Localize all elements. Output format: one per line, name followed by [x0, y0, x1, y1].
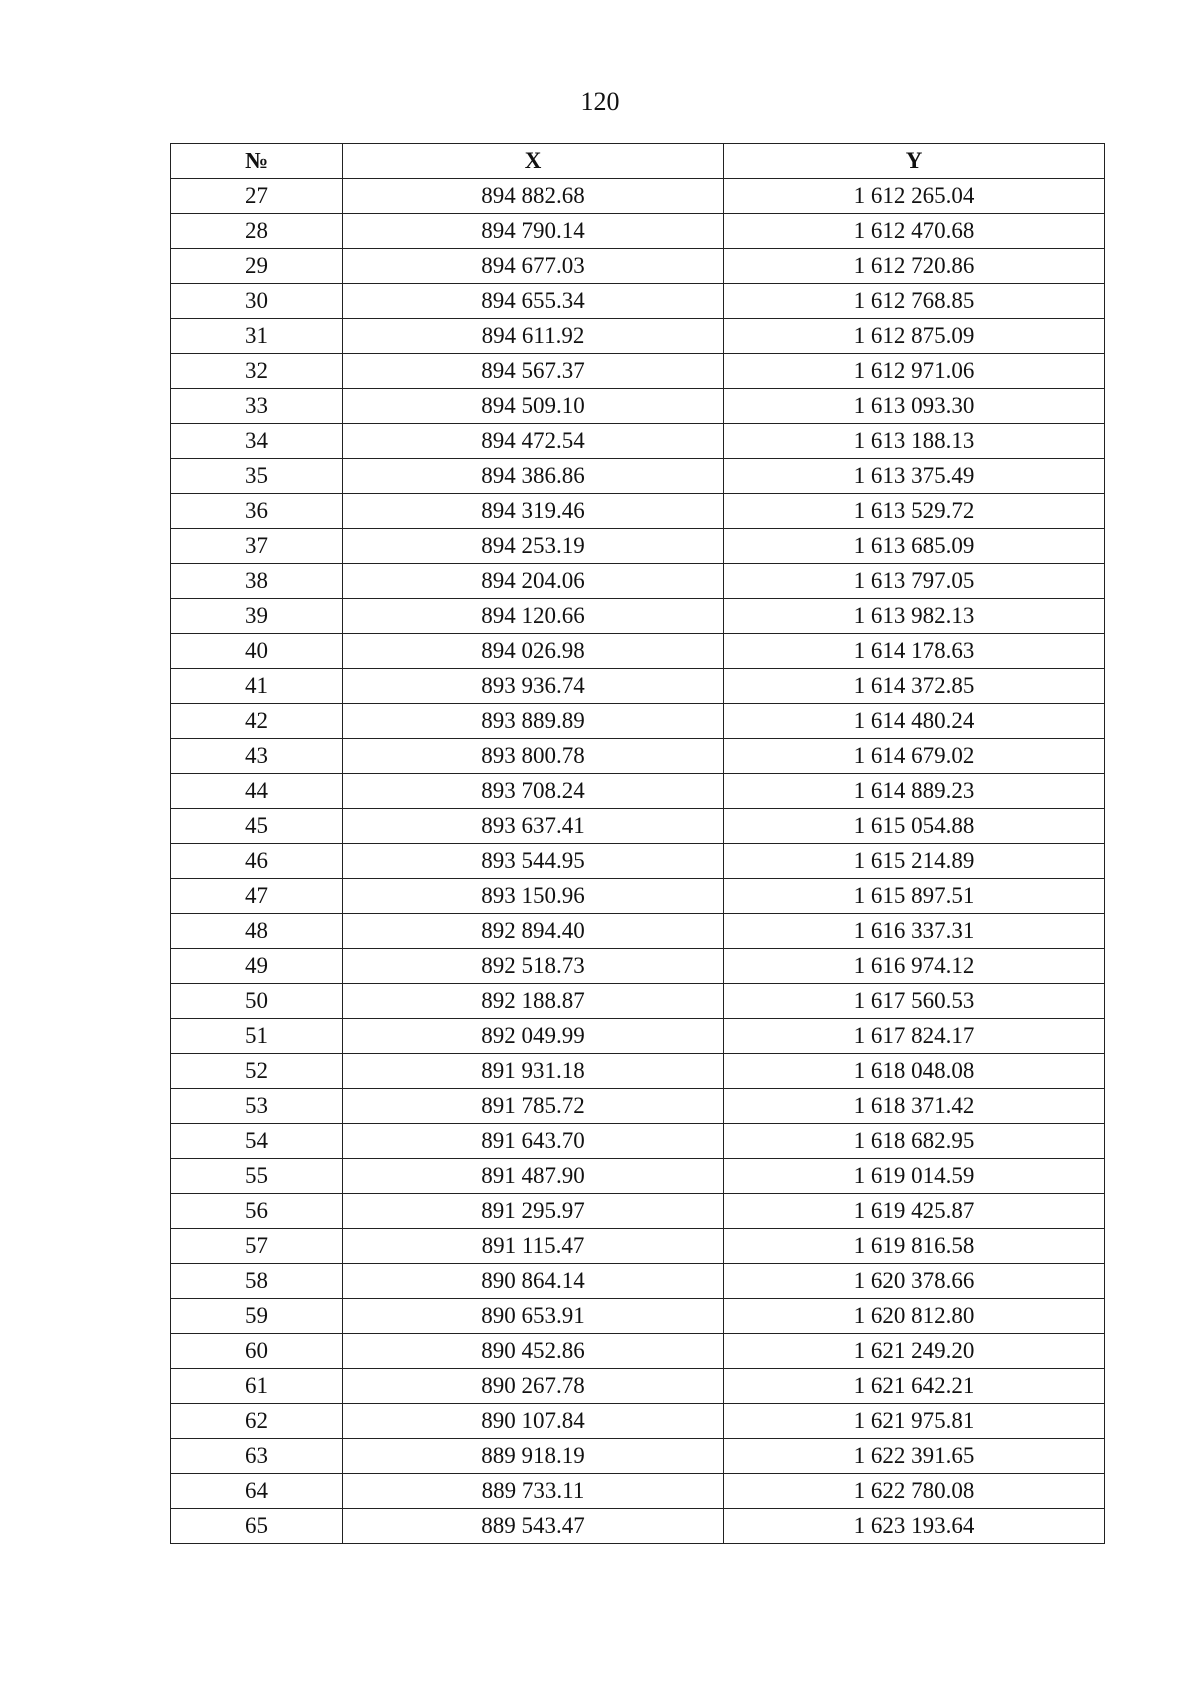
- cell-y: 1 615 897.51: [724, 879, 1105, 914]
- cell-number: 41: [171, 669, 343, 704]
- cell-number: 60: [171, 1334, 343, 1369]
- cell-y: 1 615 054.88: [724, 809, 1105, 844]
- cell-y: 1 612 971.06: [724, 354, 1105, 389]
- cell-x: 892 518.73: [343, 949, 724, 984]
- cell-number: 34: [171, 424, 343, 459]
- cell-number: 38: [171, 564, 343, 599]
- cell-y: 1 612 265.04: [724, 179, 1105, 214]
- table-row: [171, 1404, 1105, 1439]
- cell-x: 894 790.14: [343, 214, 724, 249]
- cell-number: 33: [171, 389, 343, 424]
- cell-number: 36: [171, 494, 343, 529]
- table-row: [171, 774, 1105, 809]
- cell-x: 894 882.68: [343, 179, 724, 214]
- cell-x: 892 188.87: [343, 984, 724, 1019]
- table-row: [171, 1509, 1105, 1544]
- cell-number: 65: [171, 1509, 343, 1544]
- table-row: [171, 564, 1105, 599]
- cell-number: 47: [171, 879, 343, 914]
- cell-number: 27: [171, 179, 343, 214]
- cell-y: 1 622 780.08: [724, 1474, 1105, 1509]
- cell-x: 894 677.03: [343, 249, 724, 284]
- cell-number: 50: [171, 984, 343, 1019]
- table-body: [171, 179, 1105, 1544]
- cell-number: 29: [171, 249, 343, 284]
- cell-y: 1 619 014.59: [724, 1159, 1105, 1194]
- cell-x: 893 544.95: [343, 844, 724, 879]
- cell-x: 894 567.37: [343, 354, 724, 389]
- page-number: 120: [580, 87, 620, 116]
- table-row: [171, 739, 1105, 774]
- table-row: [171, 1194, 1105, 1229]
- table-row: [171, 249, 1105, 284]
- cell-y: 1 617 824.17: [724, 1019, 1105, 1054]
- table-row: [171, 704, 1105, 739]
- cell-x: 894 611.92: [343, 319, 724, 354]
- cell-x: 894 655.34: [343, 284, 724, 319]
- column-header-number: №: [171, 144, 343, 179]
- cell-y: 1 614 178.63: [724, 634, 1105, 669]
- cell-y: 1 613 188.13: [724, 424, 1105, 459]
- cell-number: 40: [171, 634, 343, 669]
- cell-number: 58: [171, 1264, 343, 1299]
- coordinates-table: [170, 143, 1105, 1544]
- cell-number: 32: [171, 354, 343, 389]
- cell-x: 894 204.06: [343, 564, 724, 599]
- cell-number: 51: [171, 1019, 343, 1054]
- cell-number: 37: [171, 529, 343, 564]
- cell-number: 30: [171, 284, 343, 319]
- cell-y: 1 618 048.08: [724, 1054, 1105, 1089]
- cell-number: 61: [171, 1369, 343, 1404]
- cell-number: 63: [171, 1439, 343, 1474]
- cell-y: 1 615 214.89: [724, 844, 1105, 879]
- cell-x: 893 936.74: [343, 669, 724, 704]
- cell-x: 889 543.47: [343, 1509, 724, 1544]
- cell-number: 39: [171, 599, 343, 634]
- cell-y: 1 613 685.09: [724, 529, 1105, 564]
- cell-x: 892 894.40: [343, 914, 724, 949]
- table-row: [171, 1019, 1105, 1054]
- cell-number: 28: [171, 214, 343, 249]
- cell-x: 891 295.97: [343, 1194, 724, 1229]
- cell-x: 893 800.78: [343, 739, 724, 774]
- table-row: [171, 809, 1105, 844]
- table-row: [171, 984, 1105, 1019]
- cell-y: 1 613 797.05: [724, 564, 1105, 599]
- table-row: [171, 949, 1105, 984]
- cell-number: 59: [171, 1299, 343, 1334]
- table-row: [171, 1439, 1105, 1474]
- cell-number: 56: [171, 1194, 343, 1229]
- cell-x: 893 708.24: [343, 774, 724, 809]
- cell-y: 1 618 682.95: [724, 1124, 1105, 1159]
- cell-number: 35: [171, 459, 343, 494]
- table-header-row: [171, 144, 1105, 179]
- cell-y: 1 614 372.85: [724, 669, 1105, 704]
- cell-x: 893 150.96: [343, 879, 724, 914]
- cell-y: 1 619 816.58: [724, 1229, 1105, 1264]
- cell-number: 43: [171, 739, 343, 774]
- table-row: [171, 389, 1105, 424]
- cell-y: 1 618 371.42: [724, 1089, 1105, 1124]
- table-row: [171, 319, 1105, 354]
- table-row: [171, 599, 1105, 634]
- cell-x: 894 386.86: [343, 459, 724, 494]
- table-row: [171, 844, 1105, 879]
- cell-number: 62: [171, 1404, 343, 1439]
- cell-y: 1 614 889.23: [724, 774, 1105, 809]
- cell-y: 1 612 875.09: [724, 319, 1105, 354]
- cell-x: 892 049.99: [343, 1019, 724, 1054]
- table-row: [171, 1054, 1105, 1089]
- cell-x: 889 733.11: [343, 1474, 724, 1509]
- cell-x: 890 452.86: [343, 1334, 724, 1369]
- cell-x: 894 120.66: [343, 599, 724, 634]
- cell-number: 31: [171, 319, 343, 354]
- column-header-x: X: [343, 144, 724, 179]
- cell-x: 893 889.89: [343, 704, 724, 739]
- table-row: [171, 459, 1105, 494]
- cell-y: 1 621 975.81: [724, 1404, 1105, 1439]
- cell-y: 1 614 679.02: [724, 739, 1105, 774]
- cell-y: 1 612 470.68: [724, 214, 1105, 249]
- cell-y: 1 616 337.31: [724, 914, 1105, 949]
- cell-y: 1 612 720.86: [724, 249, 1105, 284]
- cell-x: 890 864.14: [343, 1264, 724, 1299]
- cell-y: 1 622 391.65: [724, 1439, 1105, 1474]
- table-row: [171, 529, 1105, 564]
- table-row: [171, 634, 1105, 669]
- table-row: [171, 1264, 1105, 1299]
- cell-number: 48: [171, 914, 343, 949]
- table-row: [171, 914, 1105, 949]
- cell-x: 891 643.70: [343, 1124, 724, 1159]
- cell-number: 42: [171, 704, 343, 739]
- cell-x: 891 487.90: [343, 1159, 724, 1194]
- cell-y: 1 623 193.64: [724, 1509, 1105, 1544]
- cell-y: 1 616 974.12: [724, 949, 1105, 984]
- table-row: [171, 1299, 1105, 1334]
- table-row: [171, 1474, 1105, 1509]
- cell-x: 894 319.46: [343, 494, 724, 529]
- cell-y: 1 613 093.30: [724, 389, 1105, 424]
- cell-x: 893 637.41: [343, 809, 724, 844]
- cell-number: 52: [171, 1054, 343, 1089]
- cell-y: 1 620 812.80: [724, 1299, 1105, 1334]
- cell-y: 1 613 529.72: [724, 494, 1105, 529]
- table-row: [171, 1334, 1105, 1369]
- cell-number: 57: [171, 1229, 343, 1264]
- cell-y: 1 621 642.21: [724, 1369, 1105, 1404]
- cell-x: 889 918.19: [343, 1439, 724, 1474]
- cell-x: 890 267.78: [343, 1369, 724, 1404]
- table-row: [171, 354, 1105, 389]
- cell-y: 1 612 768.85: [724, 284, 1105, 319]
- cell-y: 1 621 249.20: [724, 1334, 1105, 1369]
- column-header-y: Y: [724, 144, 1105, 179]
- cell-number: 46: [171, 844, 343, 879]
- table-row: [171, 424, 1105, 459]
- table-row: [171, 179, 1105, 214]
- table-row: [171, 494, 1105, 529]
- table-row: [171, 1369, 1105, 1404]
- cell-number: 64: [171, 1474, 343, 1509]
- cell-x: 891 785.72: [343, 1089, 724, 1124]
- table-row: [171, 284, 1105, 319]
- cell-y: 1 617 560.53: [724, 984, 1105, 1019]
- cell-x: 890 653.91: [343, 1299, 724, 1334]
- cell-x: 894 026.98: [343, 634, 724, 669]
- cell-number: 44: [171, 774, 343, 809]
- table-row: [171, 1159, 1105, 1194]
- cell-y: 1 614 480.24: [724, 704, 1105, 739]
- cell-x: 894 253.19: [343, 529, 724, 564]
- cell-x: 891 115.47: [343, 1229, 724, 1264]
- cell-x: 891 931.18: [343, 1054, 724, 1089]
- cell-x: 890 107.84: [343, 1404, 724, 1439]
- cell-y: 1 619 425.87: [724, 1194, 1105, 1229]
- cell-y: 1 613 982.13: [724, 599, 1105, 634]
- table-row: [171, 1229, 1105, 1264]
- cell-x: 894 472.54: [343, 424, 724, 459]
- table-row: [171, 879, 1105, 914]
- cell-number: 45: [171, 809, 343, 844]
- cell-number: 54: [171, 1124, 343, 1159]
- cell-y: 1 620 378.66: [724, 1264, 1105, 1299]
- table-row: [171, 1089, 1105, 1124]
- table-row: [171, 214, 1105, 249]
- cell-y: 1 613 375.49: [724, 459, 1105, 494]
- cell-number: 55: [171, 1159, 343, 1194]
- table-row: [171, 669, 1105, 704]
- table-row: [171, 1124, 1105, 1159]
- cell-number: 53: [171, 1089, 343, 1124]
- cell-number: 49: [171, 949, 343, 984]
- cell-x: 894 509.10: [343, 389, 724, 424]
